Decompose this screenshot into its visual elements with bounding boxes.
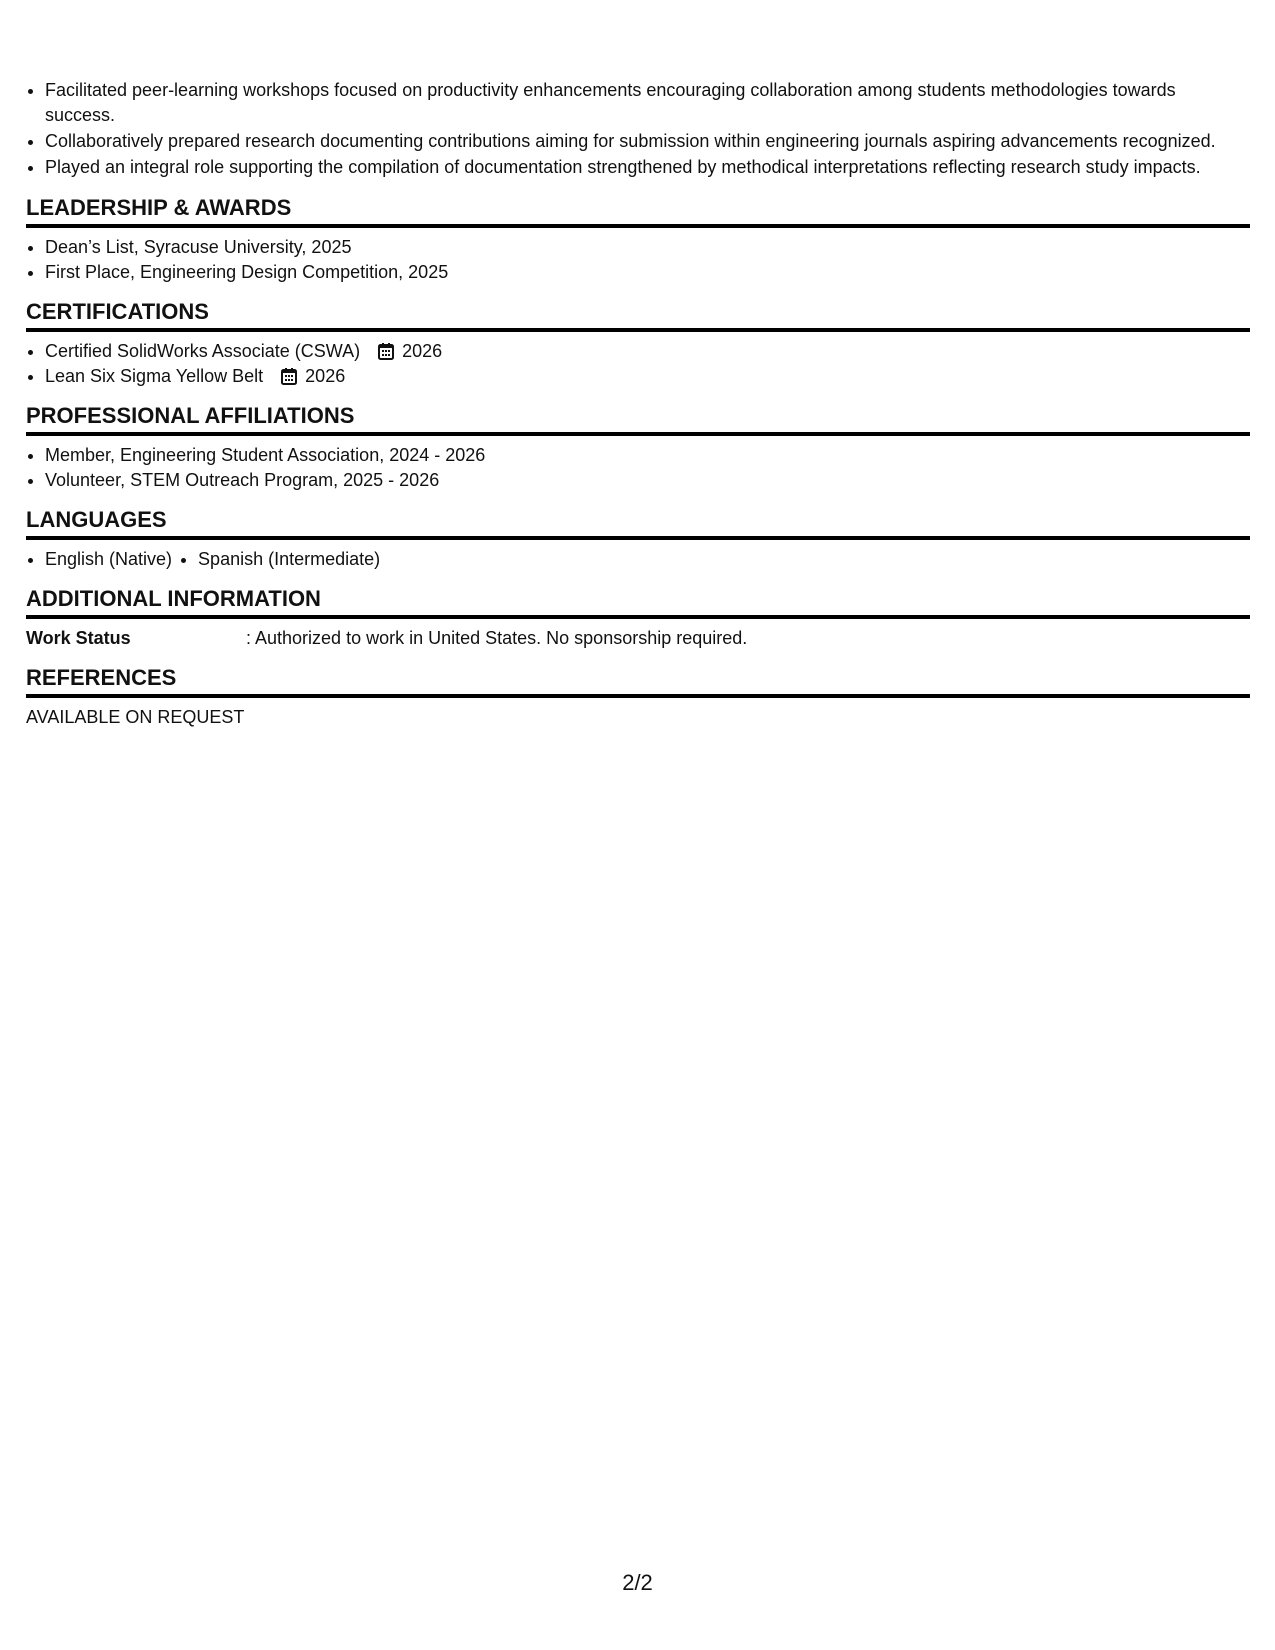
section-heading: REFERENCES [26,665,1250,698]
certification-year: 2026 [305,366,346,386]
certification-name: Certified SolidWorks Associate (CSWA) [45,341,361,361]
work-status-label: Work Status [26,628,131,648]
certification-item [45,364,1250,389]
page-number: 2/2 [622,1570,653,1595]
languages-section [26,507,1250,572]
additional-info-section [26,586,1250,651]
award-item: • First Place, Engineering Design Competition, 2025 [45,260,1250,285]
leadership-list [26,235,1250,285]
award-item: • Dean’s List, Syracuse University, 2025 [45,235,1250,260]
affiliations-section [26,403,1250,493]
affiliation-item: • Volunteer, STEM Outreach Program, 2025 - 2026 [45,468,1250,493]
languages-list [26,547,1250,572]
affiliation-item: • Member, Engineering Student Association, 2024 - 2026 [45,443,1250,468]
experience-bullet: • Played an integral role supporting the compilation of documentation strengthened by methodical interpretations reflecting research study impacts. [45,155,1250,180]
section-heading: ADDITIONAL INFORMATION [26,586,1250,619]
work-status-value: : Authorized to work in United States. No sponsorship required. [246,628,748,648]
section-heading: CERTIFICATIONS [26,299,1250,332]
calendar-icon [268,366,305,386]
section-heading: LANGUAGES [26,507,1250,540]
experience-bullet: • Collaboratively prepared research documenting contributions aiming for submission within engineering journals aspiring advancements recognized. [45,129,1250,154]
certifications-list [26,339,1250,389]
calendar-icon [365,341,402,361]
experience-continued-list [26,78,1250,180]
experience-bullet: • Facilitated peer-learning workshops focused on productivity enhancements encouraging collaboration among students methodologies towards success. [45,78,1250,128]
certification-year: 2026 [402,341,443,361]
affiliations-list [26,443,1250,493]
leadership-section [26,195,1250,285]
certification-item [45,339,1250,364]
certifications-section [26,299,1250,389]
references-text: AVAILABLE ON REQUEST [26,707,245,727]
language-item: • English (Native) [45,547,172,572]
certification-name: Lean Six Sigma Yellow Belt [45,366,264,386]
resume-page [26,78,1250,730]
section-heading: PROFESSIONAL AFFILIATIONS [26,403,1250,436]
work-status-row [26,626,1250,651]
section-heading: LEADERSHIP & AWARDS [26,195,1250,228]
language-item: • Spanish (Intermediate) [198,547,380,572]
references-section [26,665,1250,730]
